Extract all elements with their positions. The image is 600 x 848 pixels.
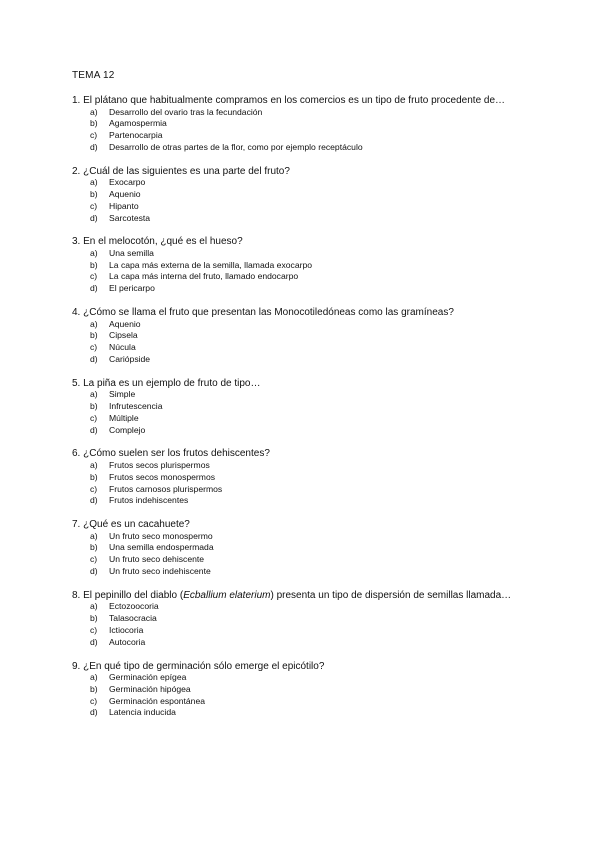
option-letter: c) xyxy=(90,412,98,423)
option-b xyxy=(72,189,542,201)
option-c xyxy=(72,271,542,283)
question-text xyxy=(72,448,542,460)
option-text: Simple xyxy=(109,389,136,400)
option-c xyxy=(72,554,542,566)
option-text: Un fruto seco monospermo xyxy=(109,530,213,541)
question-text xyxy=(72,590,542,602)
option-text: El pericarpo xyxy=(109,283,155,294)
option-text: Núcula xyxy=(109,342,136,353)
option-letter: b) xyxy=(90,259,98,270)
option-letter: d) xyxy=(90,141,98,152)
question-number: 3. xyxy=(72,236,81,248)
option-text: Un fruto seco dehiscente xyxy=(109,554,205,565)
question-5 xyxy=(72,378,542,437)
question-8 xyxy=(72,590,542,649)
option-letter: d) xyxy=(90,283,98,294)
option-text: Latencia inducida xyxy=(109,707,176,718)
option-text: Infrutescencia xyxy=(109,401,163,412)
option-letter: c) xyxy=(90,695,98,706)
option-b xyxy=(72,118,542,130)
option-c xyxy=(72,484,542,496)
option-d xyxy=(72,142,542,154)
option-letter: c) xyxy=(90,483,98,494)
option-text: Frutos indehiscentes xyxy=(109,495,189,506)
question-2 xyxy=(72,166,542,225)
option-list xyxy=(72,672,542,719)
option-text: Un fruto seco indehiscente xyxy=(109,566,211,577)
option-letter: c) xyxy=(90,554,98,565)
option-b xyxy=(72,684,542,696)
option-text: Cipsela xyxy=(109,330,138,341)
option-d xyxy=(72,354,542,366)
question-body: El plátano que habitualmente compramos en los comercios es un tipo de fruto procedente de… xyxy=(83,95,506,106)
option-a xyxy=(72,107,542,119)
option-a xyxy=(72,248,542,260)
option-d xyxy=(72,425,542,437)
option-text: Germinación epígea xyxy=(109,672,187,682)
question-text xyxy=(72,95,542,107)
option-b xyxy=(72,472,542,484)
question-body-end: ) presenta un tipo de dispersión de semillas llamada… xyxy=(270,589,512,601)
option-letter: b) xyxy=(90,683,98,694)
option-letter: b) xyxy=(90,542,98,553)
option-text: Desarrollo de otras partes de la flor, como por ejemplo receptáculo xyxy=(109,141,363,152)
option-letter: b) xyxy=(90,188,98,199)
option-text: Aquenio xyxy=(109,318,141,329)
option-d xyxy=(72,283,542,295)
option-text: Talasocracia xyxy=(109,613,157,624)
option-list xyxy=(72,460,542,507)
question-body: ¿Cómo suelen ser los frutos dehiscentes? xyxy=(83,448,270,460)
option-letter: b) xyxy=(90,471,98,482)
option-c xyxy=(72,413,542,425)
option-list xyxy=(72,319,542,366)
option-text: Frutos secos plurispermos xyxy=(109,459,210,470)
option-b xyxy=(72,330,542,342)
option-letter: d) xyxy=(90,495,98,506)
option-text: Múltiple xyxy=(109,412,139,423)
option-letter: c) xyxy=(90,624,98,635)
question-body-start: El pepinillo del diablo ( xyxy=(83,589,184,601)
question-number: 5. xyxy=(72,377,81,389)
option-list xyxy=(72,107,542,154)
option-text: La capa más interna del fruto, llamado endocarpo xyxy=(109,271,299,282)
option-c xyxy=(72,696,542,708)
option-letter: c) xyxy=(90,130,98,141)
option-c xyxy=(72,201,542,213)
question-body: ¿Qué es un cacahuete? xyxy=(83,519,190,531)
document-title: TEMA 12 xyxy=(72,70,115,81)
question-number: 1. xyxy=(72,95,81,106)
option-text: Germinación hipógea xyxy=(109,683,191,694)
option-letter: d) xyxy=(90,424,98,435)
option-d xyxy=(72,495,542,507)
option-list xyxy=(72,177,542,224)
question-9 xyxy=(72,661,542,720)
species-name: Ecballium elaterium xyxy=(183,589,271,601)
question-number: 6. xyxy=(72,448,81,460)
option-list xyxy=(72,601,542,648)
question-text xyxy=(72,519,542,531)
question-7 xyxy=(72,519,542,578)
option-letter: a) xyxy=(90,389,98,400)
option-d xyxy=(72,566,542,578)
option-list xyxy=(72,531,542,578)
option-letter: d) xyxy=(90,707,98,718)
option-a xyxy=(72,531,542,543)
question-text xyxy=(72,307,542,319)
option-b xyxy=(72,401,542,413)
question-body: ¿Cómo se llama el fruto que presentan las Monocotiledóneas como las gramíneas? xyxy=(83,307,454,319)
option-c xyxy=(72,625,542,637)
option-d xyxy=(72,707,542,719)
option-text: Una semilla xyxy=(109,247,154,258)
option-a xyxy=(72,319,542,331)
option-letter: a) xyxy=(90,530,98,541)
question-body: En el melocotón, ¿qué es el hueso? xyxy=(83,236,243,248)
option-text: Ictiocoria xyxy=(109,624,144,635)
option-text: Desarrollo del ovario tras la fecundación xyxy=(109,106,263,117)
option-letter: b) xyxy=(90,330,98,341)
option-c xyxy=(72,130,542,142)
option-text: Aquenio xyxy=(109,188,141,199)
option-letter: a) xyxy=(90,459,98,470)
option-c xyxy=(72,342,542,354)
option-a xyxy=(72,672,542,684)
option-text: Ectozoocoria xyxy=(109,601,159,612)
question-4 xyxy=(72,307,542,366)
option-text: Complejo xyxy=(109,424,146,435)
option-b xyxy=(72,542,542,554)
question-6 xyxy=(72,448,542,507)
option-b xyxy=(72,260,542,272)
option-list xyxy=(72,389,542,436)
option-letter: d) xyxy=(90,566,98,577)
question-text xyxy=(72,166,542,178)
option-letter: c) xyxy=(90,342,98,353)
option-letter: a) xyxy=(90,106,98,117)
option-letter: d) xyxy=(90,353,98,364)
option-text: Partenocarpia xyxy=(109,130,163,141)
question-body: ¿En qué tipo de germinación sólo emerge el epicótilo? xyxy=(83,660,325,672)
option-text: Germinación espontánea xyxy=(109,695,206,706)
question-1 xyxy=(72,95,542,154)
option-letter: b) xyxy=(90,118,98,129)
option-letter: d) xyxy=(90,636,98,647)
option-letter: a) xyxy=(90,601,98,612)
question-text xyxy=(72,661,542,673)
option-text: Frutos secos monospermos xyxy=(109,471,216,482)
option-text: Cariópside xyxy=(109,353,151,364)
option-text: Agamospermia xyxy=(109,118,167,129)
option-letter: b) xyxy=(90,401,98,412)
option-letter: b) xyxy=(90,613,98,624)
question-number: 9. xyxy=(72,660,81,672)
option-a xyxy=(72,389,542,401)
option-text: Autocoria xyxy=(109,636,146,647)
option-d xyxy=(72,637,542,649)
question-body: La piña es un ejemplo de fruto de tipo… xyxy=(83,377,261,389)
option-a xyxy=(72,601,542,613)
option-letter: a) xyxy=(90,318,98,329)
question-body: ¿Cuál de las siguientes es una parte del fruto? xyxy=(83,165,290,177)
question-number: 2. xyxy=(72,165,81,177)
question-text xyxy=(72,378,542,390)
question-text xyxy=(72,236,542,248)
option-a xyxy=(72,460,542,472)
option-letter: a) xyxy=(90,177,98,188)
option-b xyxy=(72,613,542,625)
option-text: Frutos carnosos plurispermos xyxy=(109,483,223,494)
option-letter: c) xyxy=(90,271,98,282)
option-d xyxy=(72,213,542,225)
question-number: 7. xyxy=(72,519,81,531)
option-letter: c) xyxy=(90,200,98,211)
option-text: Sarcotesta xyxy=(109,212,151,223)
question-number: 4. xyxy=(72,307,81,319)
option-a xyxy=(72,177,542,189)
option-list xyxy=(72,248,542,295)
option-text: Una semilla endospermada xyxy=(109,542,214,553)
option-letter: a) xyxy=(90,247,98,258)
question-number: 8. xyxy=(72,589,81,601)
option-letter: d) xyxy=(90,212,98,223)
question-3 xyxy=(72,236,542,295)
option-text: La capa más externa de la semilla, llamada exocarpo xyxy=(109,259,313,270)
option-text: Hipanto xyxy=(109,200,139,211)
option-text: Exocarpo xyxy=(109,177,146,188)
option-letter: a) xyxy=(90,672,98,682)
question-list xyxy=(72,95,542,731)
